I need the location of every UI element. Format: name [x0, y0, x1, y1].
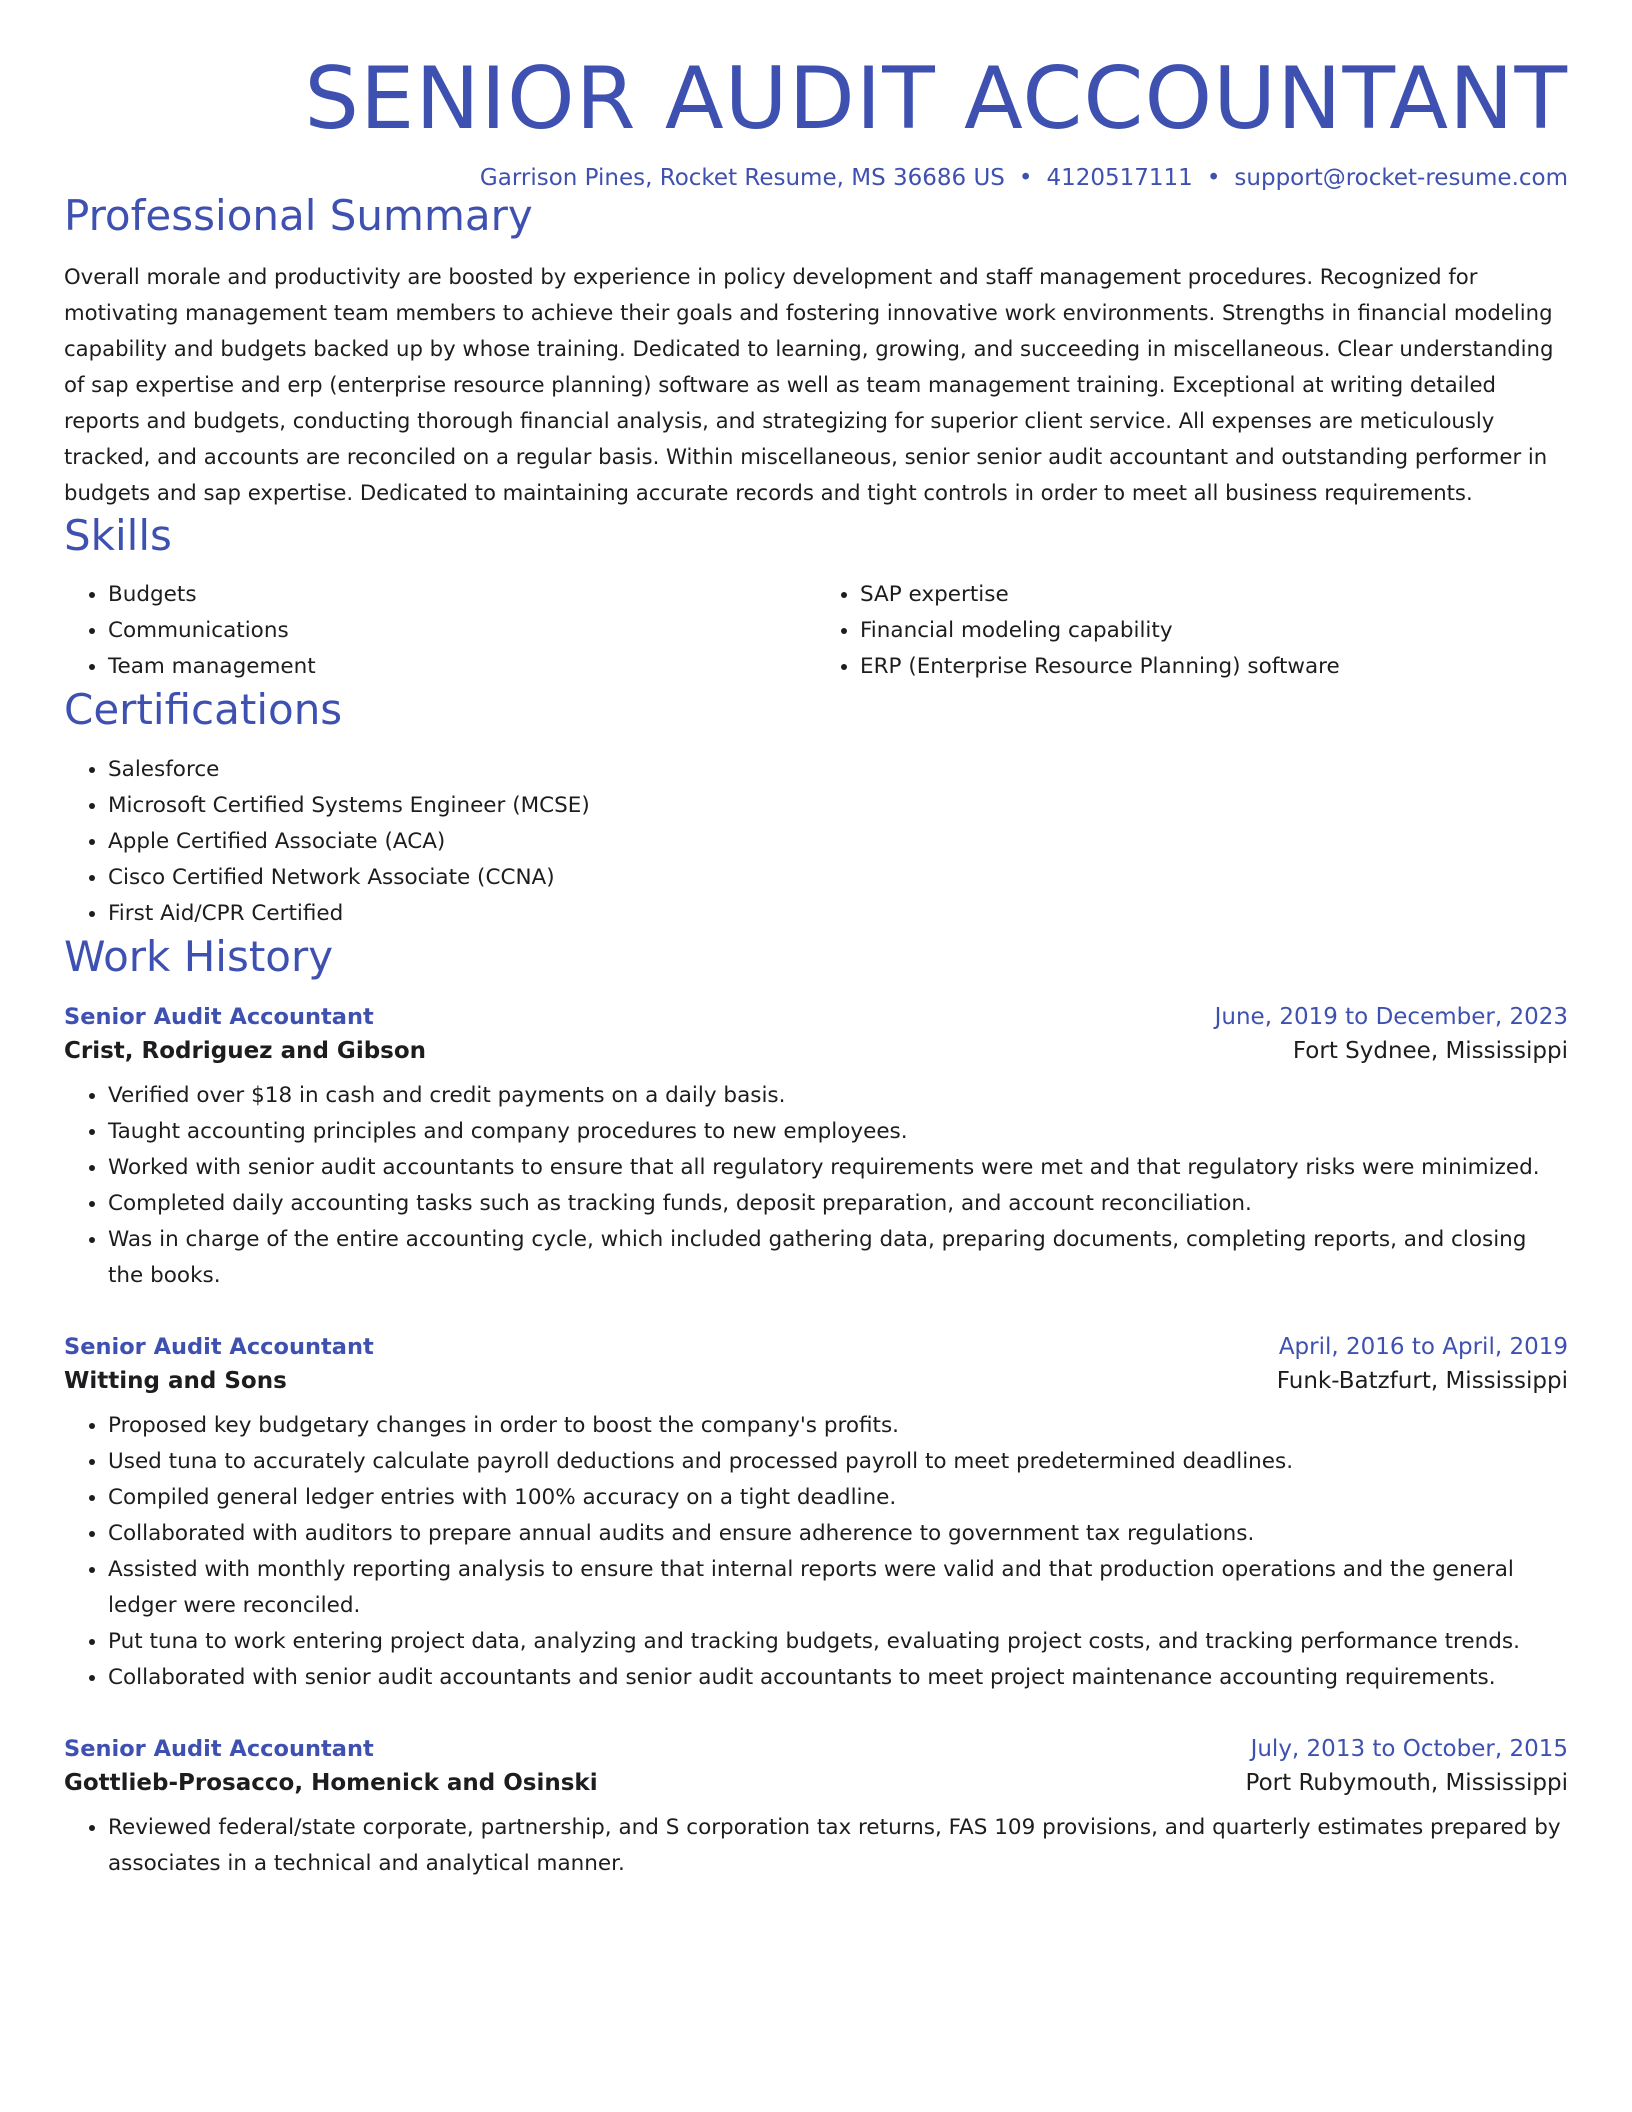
job-dates: July, 2013 to October, 2015 — [1250, 1736, 1568, 1763]
skills-heading: Skills — [64, 510, 172, 560]
job-company: Witting and Sons — [64, 1368, 287, 1395]
summary-text: Overall morale and productivity are boosted by experience in policy development and staff management procedures. Recognized for motivating management team members to achieve their goals and fostering innovative work environments. Strengths in financial modeling capability and budgets backed up by whose training. Dedicated to learning, growing, and succeeding in miscellaneous. Clear understanding of sap expertise and erp (enterprise resource planning) software as well as team management training. Exceptional at writing detailed reports and budgets, conducting thorough financial analysis, and strategizing for superior client service. All expenses are meticulously tracked, and accounts are reconciled on a regular basis. Within miscellaneous, senior senior audit accountant and outstanding performer in budgets and sap expertise. Dedicated to maintaining accurate records and tight controls in order to meet all business requirements. — [64, 263, 1554, 505]
skill-item: • ERP (Enterprise Resource Planning) software — [860, 649, 1568, 685]
job-bullet: • Reviewed federal/state corporate, partnership, and S corporation tax returns, FAS 109 provisions, and quarterly estimates prepared by associates in a technical and analytical manner. — [108, 1810, 1568, 1882]
job-dates: April, 2016 to April, 2019 — [1278, 1334, 1568, 1361]
job-bullets — [64, 1810, 1568, 1882]
job-company-row — [64, 1360, 1568, 1394]
job-bullet: • Completed daily accounting tasks such as tracking funds, deposit preparation, and account reconciliation. — [108, 1186, 1568, 1222]
summary-heading: Professional Summary — [64, 190, 533, 240]
certifications-list — [64, 752, 1568, 932]
skill-item: • SAP expertise — [860, 577, 1568, 613]
job-bullet: • Verified over $18 in cash and credit payments on a daily basis. — [108, 1078, 1568, 1114]
job-title: Senior Audit Accountant — [64, 1334, 374, 1361]
job-entry — [64, 1736, 1568, 1882]
job-company-row — [64, 1030, 1568, 1064]
job-bullet: • Worked with senior audit accountants to ensure that all regulatory requirements were met and that regulatory risks were minimized. — [108, 1150, 1568, 1186]
contact-separator: • — [1018, 164, 1033, 191]
job-title: Senior Audit Accountant — [64, 1004, 374, 1031]
certification-item: • First Aid/CPR Certified — [108, 896, 1568, 932]
job-header-row — [64, 1334, 1568, 1360]
skill-item: • Team management — [108, 649, 816, 685]
job-bullets — [64, 1408, 1568, 1696]
certification-item: • Salesforce — [108, 752, 1568, 788]
job-bullet: • Collaborated with senior audit accountants and senior audit accountants to meet project maintenance accounting requirements. — [108, 1660, 1568, 1696]
certification-item: • Microsoft Certified Systems Engineer (MCSE) — [108, 788, 1568, 824]
job-company: Gottlieb-Prosacco, Homenick and Osinski — [64, 1770, 598, 1797]
contact-phone: 4120517111 — [1046, 164, 1193, 191]
job-header-row — [64, 1004, 1568, 1030]
job-bullet: • Compiled general ledger entries with 100% accuracy on a tight deadline. — [108, 1480, 1568, 1516]
job-title: Senior Audit Accountant — [64, 1736, 374, 1763]
job-dates: June, 2019 to December, 2023 — [1214, 1004, 1568, 1031]
job-header-row — [64, 1736, 1568, 1762]
certifications-heading: Certifications — [64, 685, 343, 735]
job-bullet: • Put tuna to work entering project data, analyzing and tracking budgets, evaluating project costs, and tracking performance trends. — [108, 1624, 1568, 1660]
job-location: Port Rubymouth, Mississippi — [1245, 1770, 1568, 1797]
skill-item: • Financial modeling capability — [860, 613, 1568, 649]
job-company-row — [64, 1762, 1568, 1796]
job-entry — [64, 1004, 1568, 1294]
job-location: Funk-Batzfurt, Mississippi — [1276, 1368, 1568, 1395]
resume-title: SENIOR AUDIT ACCOUNTANT — [304, 49, 1568, 149]
job-location: Fort Sydnee, Mississippi — [1292, 1038, 1568, 1065]
skill-item: • Budgets — [108, 577, 816, 613]
job-entry — [64, 1334, 1568, 1696]
job-bullet: • Assisted with monthly reporting analysis to ensure that internal reports were valid and that production operations and the general ledger were reconciled. — [108, 1552, 1568, 1624]
job-bullet: • Taught accounting principles and company procedures to new employees. — [108, 1114, 1568, 1150]
job-bullet: • Collaborated with auditors to prepare annual audits and ensure adherence to government tax regulations. — [108, 1516, 1568, 1552]
job-bullet: • Was in charge of the entire accounting cycle, which included gathering data, preparing documents, completing reports, and closing the books. — [108, 1222, 1568, 1294]
contact-address: Garrison Pines, Rocket Resume, MS 36686 US — [479, 164, 1005, 191]
contact-line — [64, 165, 1568, 191]
job-bullets — [64, 1078, 1568, 1294]
job-company: Crist, Rodriguez and Gibson — [64, 1038, 427, 1065]
job-bullet: • Proposed key budgetary changes in order to boost the company's profits. — [108, 1408, 1568, 1444]
job-bullet: • Used tuna to accurately calculate payroll deductions and processed payroll to meet predetermined deadlines. — [108, 1444, 1568, 1480]
skills-list — [64, 577, 1568, 685]
work-history-heading: Work History — [64, 931, 334, 981]
skill-item: • Communications — [108, 613, 816, 649]
certification-item: • Apple Certified Associate (ACA) — [108, 824, 1568, 860]
skills-column-left — [64, 577, 816, 685]
contact-separator: • — [1206, 164, 1221, 191]
skills-column-right — [816, 577, 1568, 685]
certification-item: • Cisco Certified Network Associate (CCNA) — [108, 860, 1568, 896]
contact-email[interactable]: support@rocket-resume.com — [1234, 164, 1568, 191]
